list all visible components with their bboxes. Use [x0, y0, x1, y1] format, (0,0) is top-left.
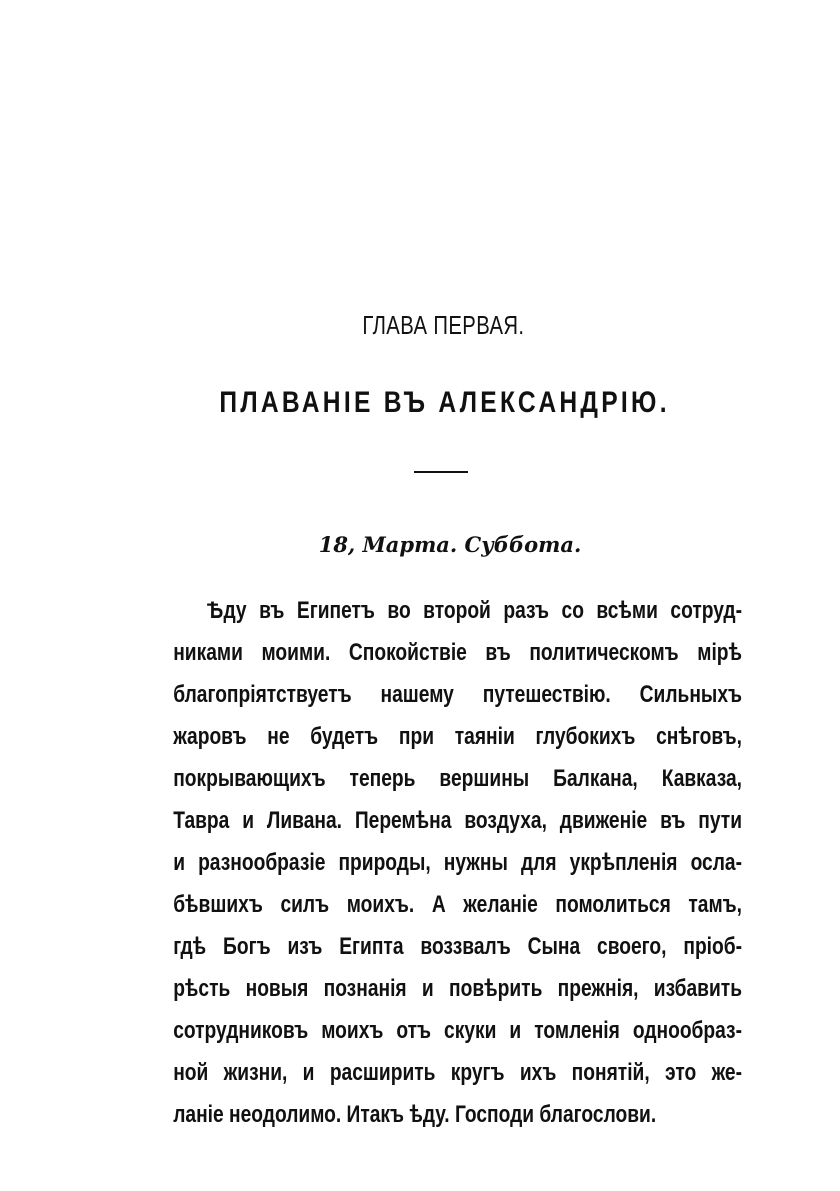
- text-line: гдѣ Богъ изъ Египта воззвалъ Сына своего, пріоб-: [173, 933, 742, 960]
- text-line: сотрудниковъ моихъ отъ скуки и томленія однообраз-: [173, 1017, 742, 1044]
- entry-date: 18, Марта. Суббота.: [318, 532, 582, 557]
- text-line: ной жизни, и расширить кругъ ихъ понятій, это же-: [173, 1059, 742, 1086]
- text-line: Тавра и Ливана. Перемѣна воздуха, движеніе въ пути: [173, 807, 742, 834]
- text-line: рѣсть новыя познанія и повѣрить прежнія, избавить: [173, 975, 742, 1002]
- text-line: и разнообразіе природы, нужны для укрѣпленія осла-: [173, 849, 742, 876]
- text-line: бѣвшихъ силъ моихъ. А желаніе помолиться тамъ,: [173, 891, 742, 918]
- text-line: никами моими. Спокойствіе въ политическомъ мірѣ: [173, 639, 742, 666]
- section-divider: [414, 471, 468, 473]
- text-line: Ѣду въ Египетъ во второй разъ со всѣми сотруд-: [206, 597, 743, 624]
- text-line: жаровъ не будетъ при таяніи глубокихъ снѣговъ,: [173, 723, 742, 750]
- body-paragraph: [146, 590, 742, 1136]
- text-line: покрывающихъ теперь вершины Балкана, Кавказа,: [173, 765, 742, 792]
- text-line: благопріятствуетъ нашему путешествію. Сильныхъ: [173, 681, 742, 708]
- chapter-title: ПЛАВАНІЕ ВЪ АЛЕКСАНДРІЮ.: [219, 386, 670, 419]
- text-line: ланіе неодолимо. Итакъ ѣду. Господи благослови.: [173, 1101, 657, 1128]
- chapter-label: ГЛАВА ПЕРВАЯ.: [362, 310, 525, 340]
